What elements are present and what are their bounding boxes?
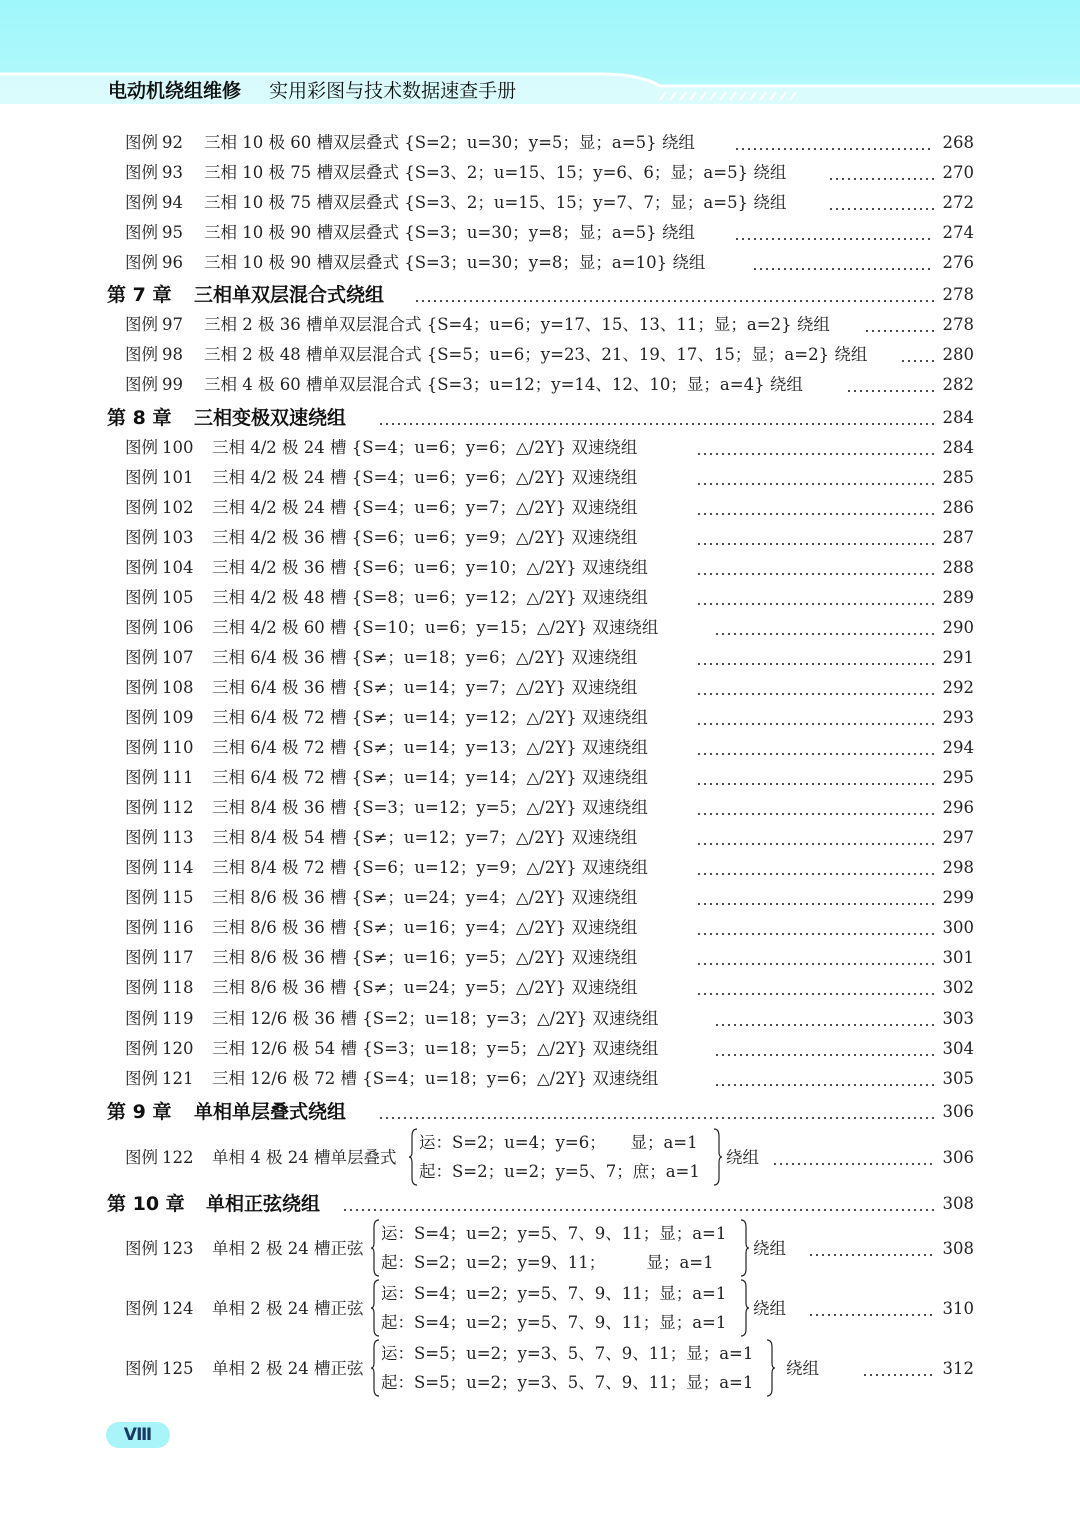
chapter-page: 308 xyxy=(942,1194,974,1213)
dot-leader xyxy=(696,553,934,583)
dot-leader xyxy=(714,1064,934,1094)
dot-leader xyxy=(696,943,934,973)
entry-title: 单相 2 极 24 槽正弦 xyxy=(212,1239,364,1258)
dot-leader xyxy=(808,1234,934,1264)
entry-page: 308 xyxy=(942,1239,974,1258)
entry-title: 三相 2 极 48 槽单双层混合式 {S=5；u=6；y=23、21、19、17、15；显；a=2} 绕组 xyxy=(204,345,868,364)
entry-label: 图例 118 xyxy=(125,978,194,997)
dot-leader xyxy=(342,1189,934,1219)
entry-page: 286 xyxy=(942,498,974,517)
entry-page: 268 xyxy=(942,133,974,152)
left-brace-icon xyxy=(370,1219,380,1277)
entry-title: 三相 8/6 极 36 槽 {S≠；u=16；y=4；△/2Y} 双速绕组 xyxy=(212,918,638,937)
entry-label: 图例 110 xyxy=(125,738,194,757)
entry-label: 图例 106 xyxy=(125,618,194,637)
entry-page: 312 xyxy=(942,1359,974,1378)
entry-title: 三相 12/6 极 54 槽 {S=3；u=18；y=5；△/2Y} 双速绕组 xyxy=(212,1039,659,1058)
chapter-page: 284 xyxy=(942,408,974,427)
toc-entry[interactable] xyxy=(0,1034,1080,1064)
entry-page: 300 xyxy=(942,918,974,937)
entry-label: 图例 116 xyxy=(125,918,194,937)
toc-entry[interactable] xyxy=(0,433,1080,463)
dot-leader xyxy=(378,1097,934,1127)
entry-label: 图例 121 xyxy=(125,1069,194,1088)
book-title: 电动机绕组维修 xyxy=(108,80,242,102)
entry-title: 三相 4/2 极 24 槽 {S=4；u=6；y=7；△/2Y} 双速绕组 xyxy=(212,498,638,517)
entry-title: 三相 8/4 极 72 槽 {S=6；u=12；y=9；△/2Y} 双速绕组 xyxy=(212,858,648,877)
dot-leader xyxy=(696,493,934,523)
entry-label: 图例 119 xyxy=(125,1009,194,1028)
entry-page: 270 xyxy=(942,163,974,182)
dot-leader xyxy=(696,523,934,553)
entry-label: 图例 117 xyxy=(125,948,194,967)
entry-title: 三相 8/4 极 36 槽 {S=3；u=12；y=5；△/2Y} 双速绕组 xyxy=(212,798,648,817)
entry-title: 三相 4 极 60 槽单双层混合式 {S=3；u=12；y=14、12、10；显；a=4} 绕组 xyxy=(204,375,803,394)
chapter-heading[interactable] xyxy=(0,1097,1080,1127)
run-winding-params: 运：S=4；u=2；y=5、7、9、11；显；a=1 xyxy=(381,1284,727,1303)
entry-label: 图例 94 xyxy=(125,193,183,212)
start-winding-params: 起：S=2；u=2；y=9、11； 显；a=1 xyxy=(381,1253,714,1272)
entry-page: 310 xyxy=(942,1299,974,1318)
toc-entry[interactable] xyxy=(0,310,1080,340)
entry-label: 图例 107 xyxy=(125,648,194,667)
header-title xyxy=(108,78,516,104)
entry-title: 三相 10 极 60 槽双层叠式 {S=2；u=30；y=5；显；a=5} 绕组 xyxy=(204,133,695,152)
toc-entry[interactable] xyxy=(0,463,1080,493)
dot-leader xyxy=(714,1034,934,1064)
dot-leader xyxy=(752,248,934,278)
toc-entry[interactable] xyxy=(0,1339,1080,1399)
dot-leader xyxy=(696,793,934,823)
chapter-title: 单相单层叠式绕组 xyxy=(194,1101,347,1123)
entry-page: 301 xyxy=(942,948,974,967)
entry-label: 图例 124 xyxy=(125,1299,194,1318)
dot-leader xyxy=(862,1354,934,1384)
entry-title: 三相 10 极 90 槽双层叠式 {S=3；u=30；y=8；显；a=5} 绕组 xyxy=(204,223,695,242)
entry-label: 图例 112 xyxy=(125,798,194,817)
header-band xyxy=(0,0,1080,104)
toc-entry[interactable] xyxy=(0,1279,1080,1339)
chapter-heading[interactable] xyxy=(0,1189,1080,1219)
entry-page: 290 xyxy=(942,618,974,637)
toc-entry[interactable] xyxy=(0,703,1080,733)
toc-entry[interactable] xyxy=(0,340,1080,370)
toc-entry[interactable] xyxy=(0,218,1080,248)
entry-title: 三相 4/2 极 48 槽 {S=8；u=6；y=12；△/2Y} 双速绕组 xyxy=(212,588,648,607)
chapter-label: 第 9 章 xyxy=(107,1101,172,1123)
dot-leader xyxy=(696,733,934,763)
dot-leader xyxy=(696,853,934,883)
entry-title: 三相 8/6 极 36 槽 {S≠；u=16；y=5；△/2Y} 双速绕组 xyxy=(212,948,638,967)
entry-suffix: 绕组 xyxy=(786,1359,819,1378)
start-winding-params: 起：S=2；u=2；y=5、7；庶；a=1 xyxy=(419,1162,700,1181)
entry-page: 305 xyxy=(942,1069,974,1088)
dot-leader xyxy=(696,643,934,673)
chapter-label: 第 8 章 xyxy=(107,407,172,429)
entry-title: 三相 4/2 极 24 槽 {S=4；u=6；y=6；△/2Y} 双速绕组 xyxy=(212,468,638,487)
entry-label: 图例 100 xyxy=(125,438,194,457)
entry-title: 三相 6/4 极 72 槽 {S≠；u=14；y=12；△/2Y} 双速绕组 xyxy=(212,708,648,727)
left-brace-icon xyxy=(370,1339,380,1397)
toc-entry[interactable] xyxy=(0,523,1080,553)
toc-entry[interactable] xyxy=(0,823,1080,853)
entry-label: 图例 104 xyxy=(125,558,194,577)
entry-page: 293 xyxy=(942,708,974,727)
dot-leader xyxy=(696,913,934,943)
entry-page: 276 xyxy=(942,253,974,272)
toc-entry[interactable] xyxy=(0,583,1080,613)
entry-label: 图例 120 xyxy=(125,1039,194,1058)
entry-label: 图例 105 xyxy=(125,588,194,607)
entry-label: 图例 101 xyxy=(125,468,194,487)
entry-page: 287 xyxy=(942,528,974,547)
left-brace-icon xyxy=(370,1279,380,1337)
toc-entry[interactable] xyxy=(0,793,1080,823)
dot-leader xyxy=(734,218,934,248)
toc-entry[interactable] xyxy=(0,673,1080,703)
entry-page: 292 xyxy=(942,678,974,697)
right-brace-icon xyxy=(713,1128,723,1186)
toc-entry[interactable] xyxy=(0,493,1080,523)
entry-page: 291 xyxy=(942,648,974,667)
entry-page: 306 xyxy=(942,1148,974,1167)
entry-title: 三相 10 极 90 槽双层叠式 {S=3；u=30；y=8；显；a=10} 绕组 xyxy=(204,253,706,272)
left-brace-icon xyxy=(408,1128,418,1186)
chapter-title: 三相单双层混合式绕组 xyxy=(194,284,385,306)
entry-label: 图例 125 xyxy=(125,1359,194,1378)
entry-label: 图例 115 xyxy=(125,888,194,907)
entry-suffix: 绕组 xyxy=(753,1239,786,1258)
entry-label: 图例 113 xyxy=(125,828,194,847)
dot-leader xyxy=(828,158,934,188)
run-winding-params: 运：S=4；u=2；y=5、7、9、11；显；a=1 xyxy=(381,1224,727,1243)
entry-page: 289 xyxy=(942,588,974,607)
entry-page: 288 xyxy=(942,558,974,577)
entry-page: 278 xyxy=(942,315,974,334)
run-winding-params: 运：S=5；u=2；y=3、5、7、9、11；显；a=1 xyxy=(381,1344,754,1363)
chapter-heading[interactable] xyxy=(0,403,1080,433)
entry-title: 三相 8/6 极 36 槽 {S≠；u=24；y=4；△/2Y} 双速绕组 xyxy=(212,888,638,907)
toc-entry[interactable] xyxy=(0,613,1080,643)
entry-title: 三相 6/4 极 36 槽 {S≠；u=14；y=7；△/2Y} 双速绕组 xyxy=(212,678,638,697)
toc-entry[interactable] xyxy=(0,883,1080,913)
entry-label: 图例 114 xyxy=(125,858,194,877)
entry-label: 图例 103 xyxy=(125,528,194,547)
entry-title: 三相 12/6 极 72 槽 {S=4；u=18；y=6；△/2Y} 双速绕组 xyxy=(212,1069,659,1088)
entry-suffix: 绕组 xyxy=(753,1299,786,1318)
entry-page: 294 xyxy=(942,738,974,757)
entry-label: 图例 92 xyxy=(125,133,183,152)
entry-title: 三相 6/4 极 72 槽 {S≠；u=14；y=14；△/2Y} 双速绕组 xyxy=(212,768,648,787)
entry-label: 图例 97 xyxy=(125,315,183,334)
dot-leader xyxy=(808,1294,934,1324)
dot-leader xyxy=(900,340,934,370)
entry-label: 图例 111 xyxy=(125,768,194,787)
toc-entry[interactable] xyxy=(0,188,1080,218)
toc-entry[interactable] xyxy=(0,158,1080,188)
entry-page: 297 xyxy=(942,828,974,847)
entry-label: 图例 99 xyxy=(125,375,183,394)
dot-leader xyxy=(414,280,934,310)
entry-page: 295 xyxy=(942,768,974,787)
toc-entry[interactable] xyxy=(0,248,1080,278)
dot-leader xyxy=(846,370,934,400)
entry-suffix: 绕组 xyxy=(726,1148,759,1167)
entry-title: 三相 10 极 75 槽双层叠式 {S=3、2；u=15、15；y=6、6；显；a=5} 绕组 xyxy=(204,163,787,182)
chapter-label: 第 10 章 xyxy=(107,1193,185,1215)
entry-page: 296 xyxy=(942,798,974,817)
entry-label: 图例 109 xyxy=(125,708,194,727)
entry-title: 三相 4/2 极 60 槽 {S=10；u=6；y=15；△/2Y} 双速绕组 xyxy=(212,618,659,637)
toc-entry[interactable] xyxy=(0,128,1080,158)
entry-label: 图例 108 xyxy=(125,678,194,697)
entry-title: 三相 12/6 极 36 槽 {S=2；u=18；y=3；△/2Y} 双速绕组 xyxy=(212,1009,659,1028)
dot-leader xyxy=(828,188,934,218)
toc-entry[interactable] xyxy=(0,733,1080,763)
run-winding-params: 运：S=2；u=4；y=6； 显；a=1 xyxy=(419,1133,698,1152)
entry-label: 图例 122 xyxy=(125,1148,194,1167)
entry-page: 299 xyxy=(942,888,974,907)
dot-leader xyxy=(772,1143,934,1173)
chapter-title: 三相变极双速绕组 xyxy=(194,407,347,429)
toc-entry[interactable] xyxy=(0,943,1080,973)
chapter-label: 第 7 章 xyxy=(107,284,172,306)
toc-entry[interactable] xyxy=(0,1219,1080,1279)
right-brace-icon xyxy=(740,1279,750,1337)
page-number-badge: Ⅷ xyxy=(106,1422,170,1448)
entry-page: 274 xyxy=(942,223,974,242)
toc-entry[interactable] xyxy=(0,553,1080,583)
toc-entry[interactable] xyxy=(0,643,1080,673)
entry-page: 303 xyxy=(942,1009,974,1028)
start-winding-params: 起：S=5；u=2；y=3、5、7、9、11；显；a=1 xyxy=(381,1373,754,1392)
entry-label: 图例 98 xyxy=(125,345,183,364)
right-brace-icon xyxy=(766,1339,776,1397)
toc-entry[interactable] xyxy=(0,763,1080,793)
dot-leader xyxy=(696,823,934,853)
dot-leader xyxy=(696,463,934,493)
toc-entry[interactable] xyxy=(0,1064,1080,1094)
entry-label: 图例 102 xyxy=(125,498,194,517)
right-brace-icon xyxy=(740,1219,750,1277)
dot-leader xyxy=(864,310,934,340)
entry-page: 272 xyxy=(942,193,974,212)
entry-title: 三相 4/2 极 36 槽 {S=6；u=6；y=9；△/2Y} 双速绕组 xyxy=(212,528,638,547)
entry-page: 282 xyxy=(942,375,974,394)
entry-title: 三相 4/2 极 36 槽 {S=6；u=6；y=10；△/2Y} 双速绕组 xyxy=(212,558,648,577)
entry-title: 三相 6/4 极 72 槽 {S≠；u=14；y=13；△/2Y} 双速绕组 xyxy=(212,738,648,757)
entry-label: 图例 96 xyxy=(125,253,183,272)
toc-entry[interactable] xyxy=(0,913,1080,943)
toc-entry[interactable] xyxy=(0,1004,1080,1034)
entry-title: 三相 8/4 极 54 槽 {S≠；u=12；y=7；△/2Y} 双速绕组 xyxy=(212,828,638,847)
dot-leader xyxy=(734,128,934,158)
chapter-title: 单相正弦绕组 xyxy=(206,1193,321,1215)
dot-leader xyxy=(696,883,934,913)
entry-page: 285 xyxy=(942,468,974,487)
chapter-page: 306 xyxy=(942,1102,974,1121)
toc-entry[interactable] xyxy=(0,1128,1080,1188)
entry-page: 280 xyxy=(942,345,974,364)
chapter-heading[interactable] xyxy=(0,280,1080,310)
chapter-page: 278 xyxy=(942,285,974,304)
toc-entry[interactable] xyxy=(0,370,1080,400)
dot-leader xyxy=(696,583,934,613)
entry-title: 单相 4 极 24 槽单层叠式 xyxy=(212,1148,397,1167)
entry-label: 图例 123 xyxy=(125,1239,194,1258)
entry-label: 图例 95 xyxy=(125,223,183,242)
start-winding-params: 起：S=4；u=2；y=5、7、9、11；显；a=1 xyxy=(381,1313,727,1332)
entry-page: 298 xyxy=(942,858,974,877)
dot-leader xyxy=(714,1004,934,1034)
dot-leader xyxy=(696,763,934,793)
toc-entry[interactable] xyxy=(0,973,1080,1003)
dot-leader xyxy=(696,703,934,733)
toc-entry[interactable] xyxy=(0,853,1080,883)
entry-title: 三相 4/2 极 24 槽 {S=4；u=6；y=6；△/2Y} 双速绕组 xyxy=(212,438,638,457)
dot-leader xyxy=(696,673,934,703)
entry-page: 284 xyxy=(942,438,974,457)
entry-title: 三相 6/4 极 36 槽 {S≠；u=18；y=6；△/2Y} 双速绕组 xyxy=(212,648,638,667)
entry-page: 302 xyxy=(942,978,974,997)
entry-label: 图例 93 xyxy=(125,163,183,182)
entry-title: 三相 8/6 极 36 槽 {S≠；u=24；y=5；△/2Y} 双速绕组 xyxy=(212,978,638,997)
entry-page: 304 xyxy=(942,1039,974,1058)
entry-title: 单相 2 极 24 槽正弦 xyxy=(212,1299,364,1318)
entry-title: 三相 10 极 75 槽双层叠式 {S=3、2；u=15、15；y=7、7；显；a=5} 绕组 xyxy=(204,193,787,212)
dot-leader xyxy=(696,433,934,463)
entry-title: 三相 2 极 36 槽单双层混合式 {S=4；u=6；y=17、15、13、11；显；a=2} 绕组 xyxy=(204,315,830,334)
dot-leader xyxy=(696,973,934,1003)
book-subtitle: 实用彩图与技术数据速查手册 xyxy=(269,80,517,102)
dot-leader xyxy=(378,403,934,433)
entry-title: 单相 2 极 24 槽正弦 xyxy=(212,1359,364,1378)
dot-leader xyxy=(714,613,934,643)
